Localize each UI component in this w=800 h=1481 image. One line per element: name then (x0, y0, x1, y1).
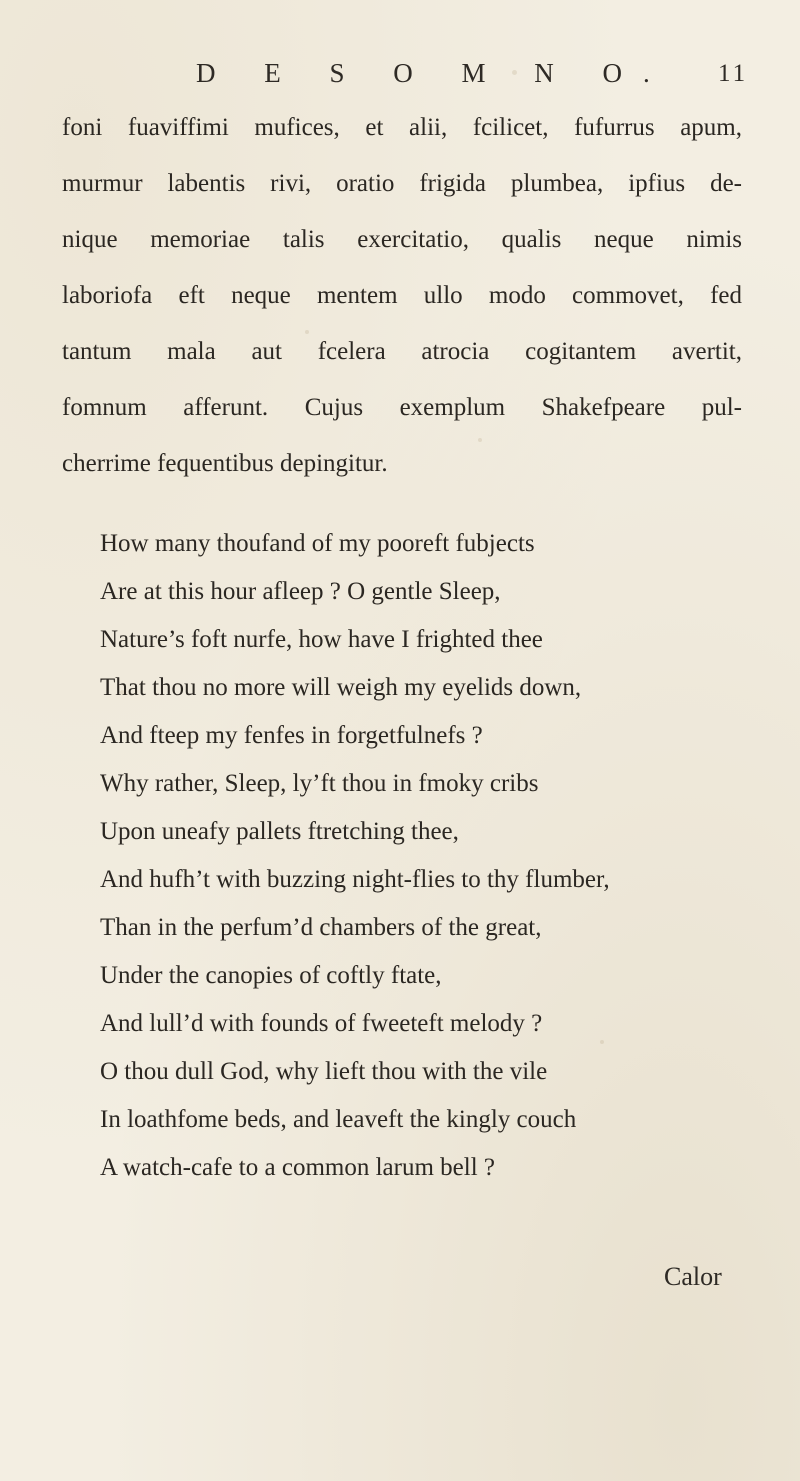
prose-line: laboriofa eft neque mentem ullo modo commovet, fed (62, 282, 742, 309)
verse-line: Upon uneafy pallets ftretching thee, (100, 818, 459, 845)
verse-line: Why rather, Sleep, ly’ft thou in fmoky cribs (100, 770, 539, 797)
catchword: Calor (664, 1262, 722, 1291)
verse-line: And fteep my fenfes in forgetfulnefs ? (100, 722, 483, 749)
verse-line: And hufh’t with buzzing night-flies to thy flumber, (100, 866, 610, 893)
verse-line: And lull’d with founds of fweeteft melody ? (100, 1010, 543, 1037)
foxing-spot (600, 1040, 604, 1044)
prose-line: cherrime fequentibus depingitur. (62, 450, 388, 477)
prose-line: tantum mala aut fcelera atrocia cogitantem avertit, (62, 338, 742, 365)
verse-line: In loathfome beds, and leaveft the kingly couch (100, 1106, 577, 1133)
verse-line: A watch-cafe to a common larum bell ? (100, 1154, 495, 1181)
prose-line: nique memoriae talis exercitatio, qualis neque nimis (62, 226, 742, 253)
verse-line: O thou dull God, why lieft thou with the vile (100, 1058, 548, 1085)
verse-line: Under the canopies of coftly ftate, (100, 962, 442, 989)
prose-line: fomnum afferunt. Cujus exemplum Shakefpeare pul- (62, 394, 742, 421)
verse-line: How many thoufand of my pooreft fubjects (100, 530, 535, 557)
running-head: D E S O M N O. (196, 58, 671, 88)
verse-line: That thou no more will weigh my eyelids down, (100, 674, 582, 701)
verse-line: Than in the perfum’d chambers of the great, (100, 914, 542, 941)
prose-line: foni fuaviffimi mufices, et alii, fcilicet, fufurrus apum, (62, 114, 742, 141)
verse-line: Nature’s foft nurfe, how have I frighted thee (100, 626, 543, 653)
page-number: 11 (718, 60, 749, 87)
verse-line: Are at this hour afleep ? O gentle Sleep, (100, 578, 501, 605)
prose-line: murmur labentis rivi, oratio frigida plumbea, ipfius de- (62, 170, 742, 197)
